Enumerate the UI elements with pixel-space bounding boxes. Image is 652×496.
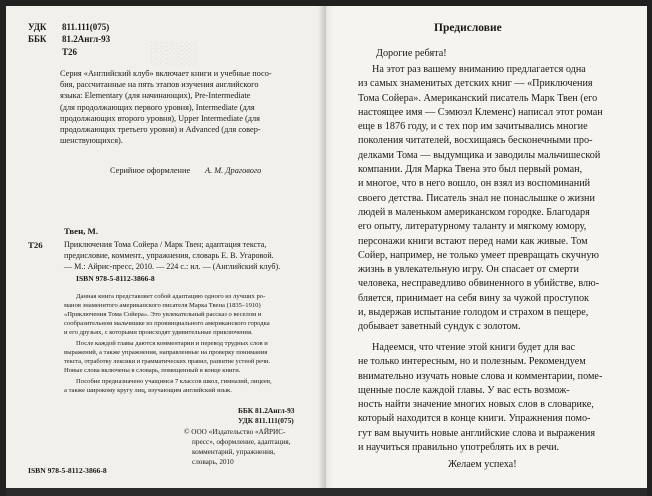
bbk-value: 81.2Англ-93 [62,34,111,44]
bbk-bottom: ББК 81.2Англ-93 [238,406,295,415]
para-line: из самых знаменитых детских книг — «Приключения [358,78,593,90]
para-line: бляется, принимает на себя вину за чужой проступок [358,292,589,304]
copyright-line: © ООО «Издательство «АЙРИС- [184,428,286,436]
para-line: своего детства. Писатель знал не понаслышке о жизни [358,192,595,204]
para-line: не только интересным, но и полезным. Рекомендуем [358,356,586,368]
para-line: делками Тома — выдумщика и заводилы мальчишеской [358,149,601,161]
author-name: Твен, М. [64,226,99,236]
design-name: А. М. Драгового [205,166,262,175]
para-line: поколения читателей, восхищаясь бесконечными про- [358,135,593,147]
biblio-line: Приключения Тома Сойера / Марк Твен; адаптация текста, [64,240,267,249]
udk-label: УДК [28,22,47,32]
udk-value: 811.111(075) [62,22,110,32]
book-gutter [318,0,334,496]
para-line: его опыту, литературному таланту и мягкому юмору, [358,221,587,233]
abstract-line: Новые слова включены в словарь, помещенный в конце книги. [64,367,241,374]
para-line: настоящее имя — Сэмюэл Клеменс) написал этот роман [358,106,603,118]
abstract-line: «Приключения Тома Сойера». Это увлекательный рассказ о веселом и [64,311,262,318]
design-label: Серийное оформление [110,166,191,175]
scan-edge-top [0,0,652,6]
scan-edge-bottom [0,488,652,496]
copyright-line: пресс», оформление, адаптация, [192,438,291,446]
abstract-line: а также широкому кругу лиц, изучающим английский язык. [64,387,232,394]
preface-paragraph-1 [358,63,620,335]
catalog-code-2: Т26 [28,240,43,250]
para-line: Надеемся, что чтение этой книги будет для вас [372,342,575,353]
bbk-label: ББК [28,34,47,44]
series-description [60,68,310,146]
para-line: персонажи книги встают перед нами как живые. Том [358,235,588,247]
para-line: щенные после каждой главы. У вас есть возмож- [358,384,570,396]
copyright-line: словарь, 2010 [192,458,234,466]
preface-paragraph-2 [358,341,620,455]
series-line: языка: Elementary (для начинающих), Pre-Intermediate [60,91,251,101]
biblio-line: предисловие, коммент., упражнения, словарь Е. В. Угаровой. [64,251,274,260]
preface-title: Предисловие [434,22,502,34]
catalog-code: Т26 [62,47,78,57]
abstract-line: и его друзьях, с которыми происходят удивительные приключения. [64,329,253,336]
isbn-bottom: ISBN 978-5-8112-3866-8 [28,466,107,475]
series-line: продолжающих третьего уровня) и Advanced (для совер- [60,125,261,135]
para-line: еще в 1876 году, и с тех пор им зачитывались многие [358,121,588,133]
isbn-bold: ISBN 978-5-8112-3866-8 [76,274,155,283]
abstract-line: текста, отработку лексики и грамматических правил, развитие устной речи. [64,358,271,365]
scan-edge-left [0,0,6,496]
abstract-line: После каждой главы даются комментарии и перевод трудных слов и [76,340,268,347]
copyright-line: комментарий, упражнения, [192,448,276,456]
para-line: и многое, что в него вошло, он взял из воспоминаний [358,178,591,190]
abstract-line: Пособие предназначено учащимся 7 классов школ, гимназий, лицеев, [76,378,272,385]
para-line: и, выдержав испытание голодом и страхом в пещере, [358,307,589,319]
para-line: который находится в конце книги. Упражнения помо- [358,413,591,425]
abstract-line: сообразительном мальчишке из провинциального американского городка [64,320,270,327]
para-line: компании. Для Марка Твена это был первый роман, [358,164,583,176]
para-line: и научиться правильно употреблять их в речи. [358,442,560,454]
abstract-line: выражений, а также упражнения, направленные на проверку понимания [64,349,268,356]
bleed-through-mark: ░░░ [150,40,197,65]
series-line: продолжающих второго уровня), Upper Intermediate (для [60,113,260,123]
para-line: гут вам выучить новые английские слова и выражения [358,427,596,439]
para-line: На этот раз вашему вниманию предлагается одна [372,64,586,75]
series-line: шенствующихся). [60,136,123,146]
series-line: Серия «Английский клуб» включает книги и учебные посо- [60,69,272,78]
para-line: Сойер, например, не только умеет превращать скучную [358,249,600,261]
abstract-line: Данная книга представляет собой адаптацию одного из лучших ро- [76,293,266,300]
para-line: людей в маленьком американском городке. Благодаря [358,206,590,218]
para-line: добывает заветный сундук с золотом. [358,321,521,333]
biblio-line: — М.: Айрис-пресс, 2010. — 224 с.: ил. — (Английский клуб). [64,262,281,271]
para-line: внимательно изучать новые слова и комментарии, поме- [358,370,603,382]
series-line: (для продолжающих первого уровня), Intermediate (для [60,102,255,112]
greeting: Дорогие ребята! [376,48,447,59]
para-line: человека, несправедливо обвиненного в убийстве, влю- [358,278,600,290]
scan-edge-right [647,0,652,496]
para-line: жизнь в увлекательную игру. Он спасает от смерти [358,264,579,276]
closing-line: Желаем успеха! [448,459,517,470]
para-line: Тома Сойера». Американский писатель Марк Твен (его [358,92,598,104]
abstract-line: манов знаменитого американского писателя Марка Твена (1835–1910) [64,302,261,309]
series-line: бия, рассчитанные на пять этапов изучения английского [60,80,259,90]
udk-bottom: УДК 811.111(075) [238,416,294,425]
para-line: ность найти значение многих новых слов в словарике, [358,399,594,411]
